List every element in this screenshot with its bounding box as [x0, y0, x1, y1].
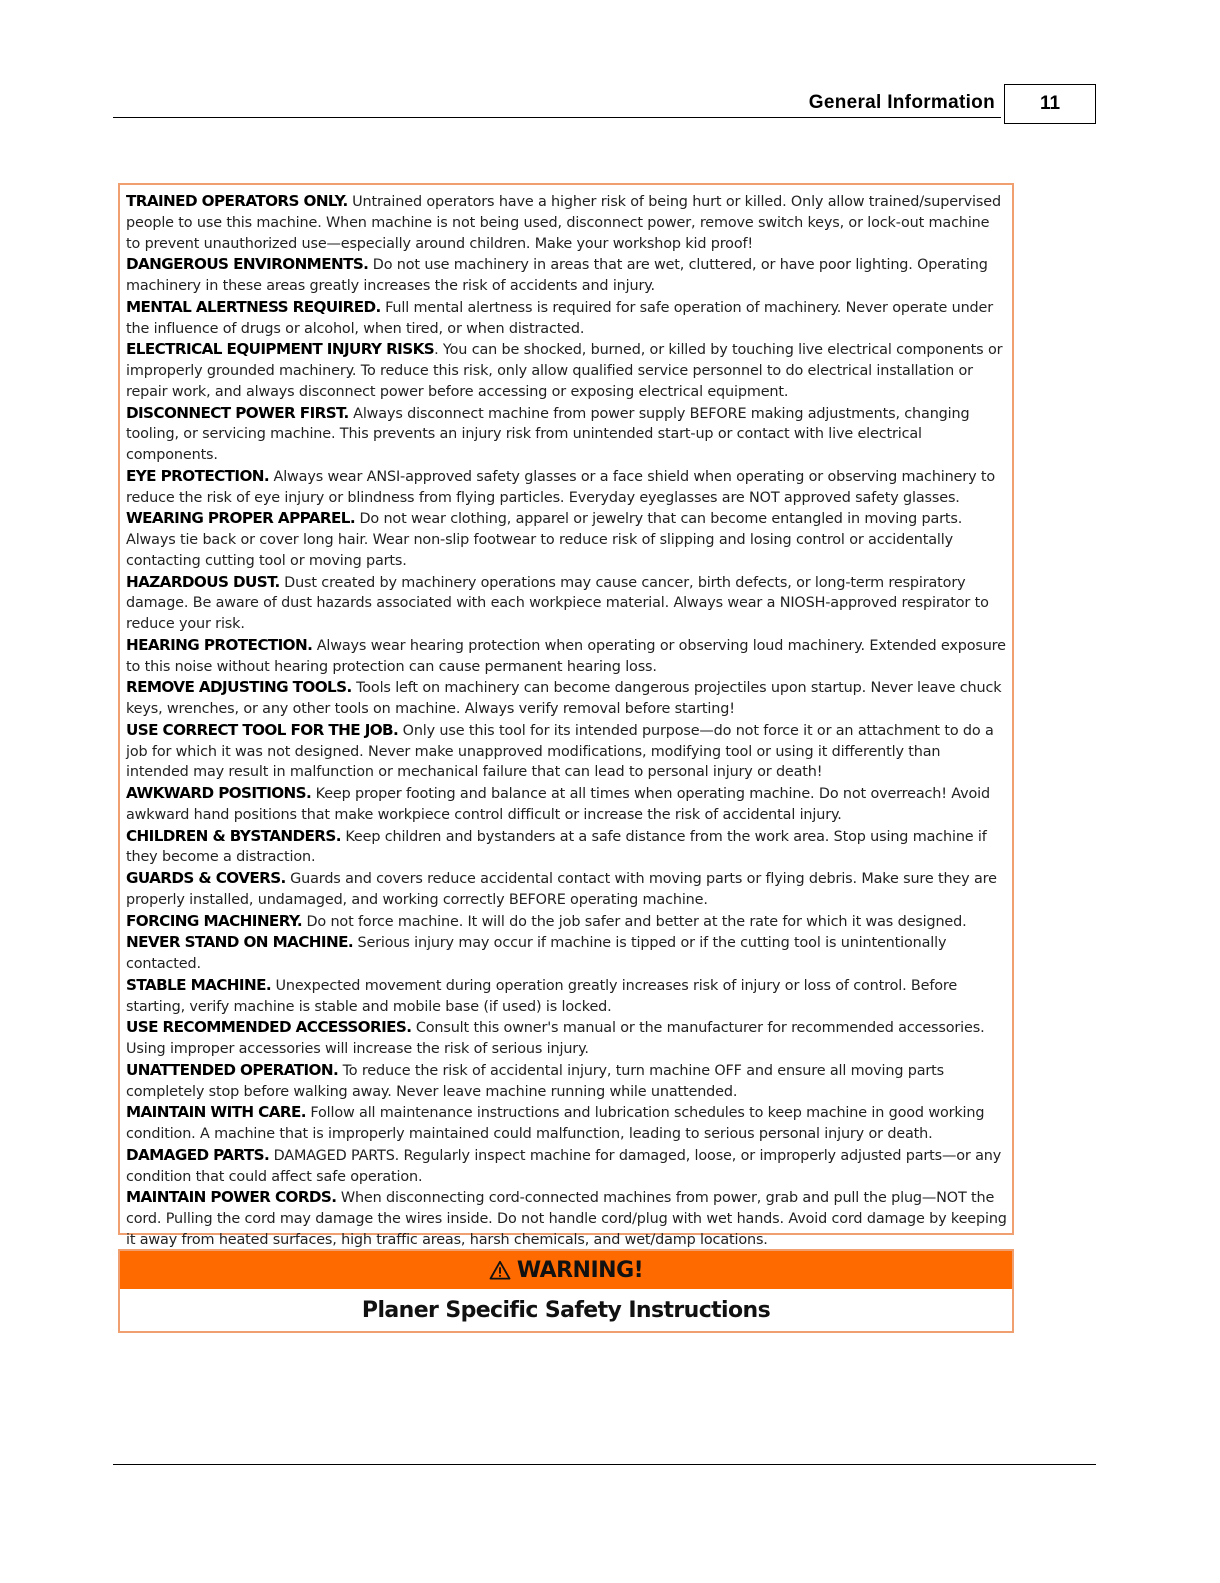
warning-subtitle: Planer Specific Safety Instructions: [361, 1297, 771, 1323]
rule-title: HEARING PROTECTION.: [126, 635, 313, 654]
rule-title: USE RECOMMENDED ACCESSORIES.: [126, 1018, 412, 1037]
rule-text: Untrained operators have a higher risk of being hurt or killed. Only allow trained/supervised people to use this machine. When machine is not being used, disconnect power, remove switch keys, or lock-out machine to prevent unauthorized use—especially around children. Make your workshop kid proof!: [126, 194, 1001, 252]
general-safety-rules-box: [118, 183, 1014, 1248]
rule-mental-alertness: [126, 297, 1007, 340]
rule-disconnect-power: [126, 403, 1007, 466]
rule-children-bystanders: [126, 826, 1007, 869]
rule-text: Only use this tool for its intended purpose—do not force it or an attachment to do a job for which it was not designed. Never make unapproved modifications, modifying tool or using it differently than intended may result in malfunction or mechanical failure that can lead to personal injury or death!: [126, 722, 994, 781]
rule-hearing-protection: [126, 635, 1007, 678]
rule-stable-machine: [126, 975, 1007, 1018]
rule-title: ELECTRICAL EQUIPMENT INJURY RISKS: [126, 340, 435, 359]
rule-text: Guards and covers reduce accidental contact with moving parts or flying debris. Make sure they are properly installed, undamaged, and working correctly BEFORE operating machine.: [126, 871, 997, 908]
warning-box: [118, 1249, 1014, 1333]
section-title: General Information: [808, 92, 995, 113]
rule-correct-tool: [126, 720, 1007, 783]
rule-title: UNATTENDED OPERATION.: [126, 1060, 339, 1079]
footer-rule: [113, 1464, 1096, 1465]
rule-title: HAZARDOUS DUST.: [126, 572, 280, 591]
rule-guards-covers: [126, 868, 1007, 911]
page-header: [113, 84, 1096, 127]
rule-never-stand: [126, 932, 1007, 975]
rule-title: EYE PROTECTION.: [126, 466, 270, 485]
rule-title: AWKWARD POSITIONS.: [126, 784, 312, 802]
rule-unattended-operation: [126, 1060, 1007, 1103]
rule-forcing-machinery: [126, 911, 1007, 933]
rule-text: Do not use machinery in areas that are wet, cluttered, or have poor lighting. Operating machinery in these areas greatly increases the risk of accidents and injury.: [126, 257, 988, 294]
rule-text: DAMAGED PARTS. Regularly inspect machine for damaged, loose, or improperly adjusted parts—or any condition that could affect safe operation.: [126, 1147, 1002, 1185]
rule-text: Always disconnect machine from power supply BEFORE making adjustments, changing tooling, or servicing machine. This prevents an injury risk from unintended start-up or contact with live electrical components.: [126, 405, 970, 463]
rule-title: NEVER STAND ON MACHINE.: [126, 933, 354, 952]
rule-title: REMOVE ADJUSTING TOOLS.: [126, 678, 352, 697]
warning-label: WARNING!: [516, 1257, 644, 1283]
rule-title: DAMAGED PARTS.: [126, 1145, 270, 1164]
rule-title: USE CORRECT TOOL FOR THE JOB.: [126, 720, 399, 739]
rule-text: When disconnecting cord-connected machines from power, grab and pull the plug—NOT the cord. Pulling the cord may damage the wires inside. Do not handle cord/plug with wet hands. Avoid cord damage by keeping it away from heated surfaces, high traffic areas, harsh chemicals, and wet/damp locations.: [126, 1190, 1007, 1248]
rule-title: DISCONNECT POWER FIRST.: [126, 403, 349, 422]
rule-title: FORCING MACHINERY.: [126, 911, 303, 930]
rule-text: Keep children and bystanders at a safe distance from the work area. Stop using machine if they become a distraction.: [126, 828, 987, 866]
rule-text: Tools left on machinery can become dangerous projectiles upon startup. Never leave chuck keys, wrenches, or any other tools on machine. Always verify removal before starting!: [126, 680, 1002, 717]
rule-dangerous-environments: [126, 254, 1007, 297]
rule-maintain-with-care: [126, 1102, 1007, 1145]
rule-eye-protection: [126, 466, 1007, 509]
rule-recommended-accessories: [126, 1017, 1007, 1060]
rule-text: Do not force machine. It will do the job safer and better at the rate for which it was designed.: [306, 913, 967, 930]
rule-remove-adjusting-tools: [126, 677, 1007, 720]
rule-text: Do not wear clothing, apparel or jewelry that can become entangled in moving parts. Always tie back or cover long hair. Wear non-slip footwear to reduce risk of slipping and losing control or accidentally contacting cutting tool or moving parts.: [126, 511, 963, 569]
rule-power-cords: [126, 1187, 1007, 1250]
rule-text: Always wear hearing protection when operating or observing loud machinery. Extended exposure to this noise without hearing protection can cause permanent hearing loss.: [126, 637, 1006, 675]
rule-text: Unexpected movement during operation greatly increases risk of injury or loss of control. Before starting, verify machine is stable and mobile base (if used) is locked.: [126, 977, 958, 1015]
rule-text: Always wear ANSI-approved safety glasses or a face shield when operating or observing machinery to reduce the risk of eye injury or blindness from flying particles. Everyday eyeglasses are NOT approved safety glasses.: [126, 468, 996, 506]
rule-title: GUARDS & COVERS.: [126, 869, 286, 887]
page-number: 11: [1004, 84, 1096, 124]
warning-band: [120, 1251, 1012, 1289]
rule-text: Follow all maintenance instructions and lubrication schedules to keep machine in good working condition. A machine that is improperly maintained could malfunction, leading to serious personal injury or death.: [126, 1105, 985, 1142]
rule-text: Keep proper footing and balance at all times when operating machine. Do not overreach! Avoid awkward hand positions that make workpiece control difficult or increase the risk of accidental injury.: [126, 786, 990, 823]
rule-title: WEARING PROPER APPAREL.: [126, 509, 356, 528]
rule-electrical-risks: [126, 339, 1007, 402]
rule-hazardous-dust: [126, 572, 1007, 635]
rule-title: TRAINED OPERATORS ONLY.: [126, 192, 348, 210]
rule-text: Full mental alertness is required for safe operation of machinery. Never operate under the influence of drugs or alcohol, when tired, or when distracted.: [126, 299, 993, 337]
rule-awkward-positions: [126, 783, 1007, 826]
rule-text: To reduce the risk of accidental injury, turn machine OFF and ensure all moving parts completely stop before walking away. Never leave machine running while unattended.: [126, 1062, 944, 1100]
rule-title: STABLE MACHINE.: [126, 975, 272, 994]
rule-title: CHILDREN & BYSTANDERS.: [126, 826, 341, 845]
rule-damaged-parts: [126, 1145, 1007, 1188]
rule-text: Serious injury may occur if machine is tipped or if the cutting tool is unintentionally contacted.: [126, 935, 947, 972]
rule-text: Dust created by machinery operations may cause cancer, birth defects, or long-term respiratory damage. Be aware of dust hazards associated with each workpiece material. Always wear a NIOSH-approved respirator to reduce your risk.: [126, 574, 989, 632]
rule-trained-operators: [126, 191, 1007, 254]
warning-triangle-icon: [489, 1260, 511, 1280]
rule-proper-apparel: [126, 508, 1007, 571]
rule-title: MAINTAIN POWER CORDS.: [126, 1188, 337, 1207]
rule-title: MAINTAIN WITH CARE.: [126, 1103, 306, 1122]
rule-text: . You can be shocked, burned, or killed by touching live electrical components or improperly grounded machinery. To reduce this risk, only allow qualified service personnel to do electrical installation or repair work, and always disconnect power before accessing or exposing electrical equipment.: [126, 342, 1003, 400]
rule-title: DANGEROUS ENVIRONMENTS.: [126, 255, 369, 274]
header-rule: [113, 117, 1001, 118]
rule-title: MENTAL ALERTNESS REQUIRED.: [126, 297, 381, 316]
rule-text: Consult this owner's manual or the manufacturer for recommended accessories. Using improper accessories will increase the risk of serious injury.: [126, 1020, 985, 1057]
